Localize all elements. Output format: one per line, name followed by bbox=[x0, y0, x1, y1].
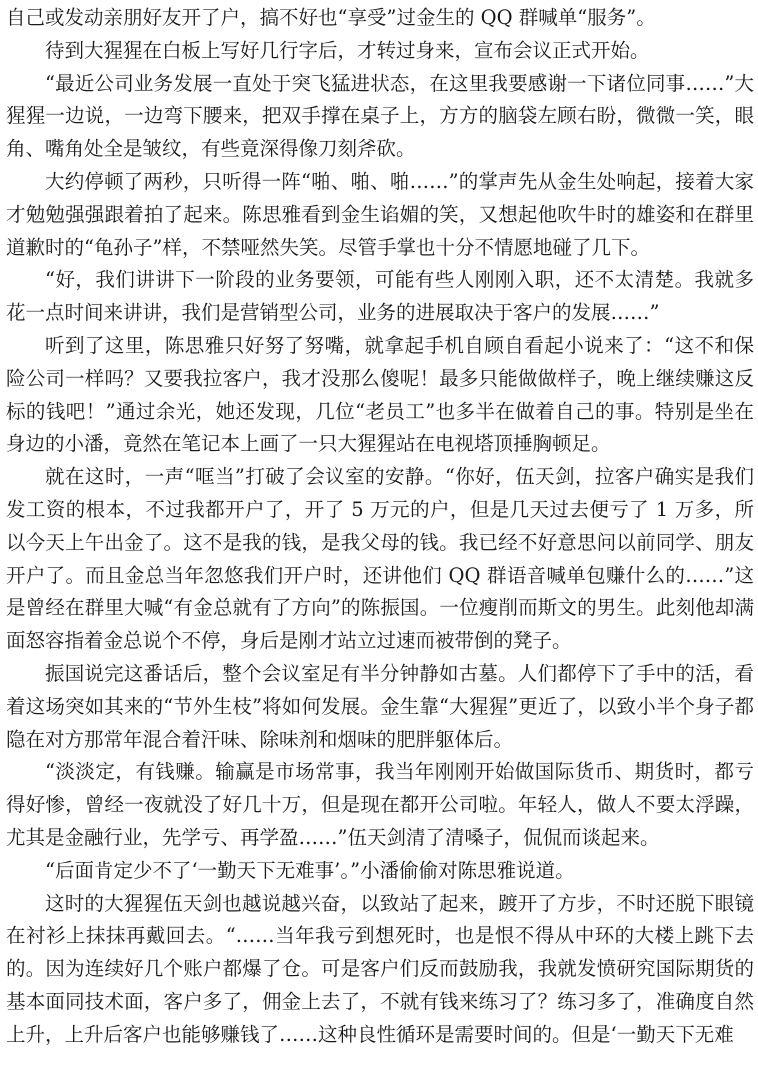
paragraph-3: “最近公司业务发展一直处于突飞猛进状态，在这里我要感谢一下诸位同事……”大猩猩一边说，一边弯下腰来，把双手撑在桌子上，方方的脑袋左顾右盼，微微一笑，眼角、嘴角处全是皱纹，有些竟深得像刀刻斧砍。 bbox=[6, 71, 754, 161]
paragraph-4: 大约停顿了两秒，只听得一阵“啪、啪、啪……”的掌声先从金生处响起，接着大家才勉勉强强跟着拍了起来。陈思雅看到金生谄媚的笑，又想起他吹牛时的雄姿和在群里道歉时的“龟孙子”样，不禁哑然失笑。尽管手掌也十分不情愿地碰了几下。 bbox=[6, 169, 754, 259]
paragraph-5: “好，我们讲讲下一阶段的业务要领，可能有些人刚刚入职，还不太清楚。我就多花一点时间来讲讲，我们是营销型公司，业务的进展取决于客户的发展……” bbox=[6, 268, 754, 325]
paragraph-1: 自己或发动亲朋好友开了户，搞不好也“享受”过金生的 QQ 群喊单“服务”。 bbox=[6, 6, 656, 29]
paragraph-9: “淡淡定，有钱赚。输赢是市场常事，我当年刚刚开始做国际货币、期货时，都亏得好惨，曾经一夜就没了好几十万，但是现在都开公司啦。年轻人，做人不要太浮躁，尤其是金融行业，先学亏、再学盈……”伍天剑清了清嗓子，侃侃而谈起来。 bbox=[6, 760, 754, 849]
paragraph-11: 这时的大猩猩伍天剑也越说越兴奋，以致站了起来，踱开了方步，不时还脱下眼镜在衬衫上抹抹再戴回去。“……当年我亏到想死时，也是恨不得从中环的大楼上跳下去的。因为连续好几个账户都爆了仓。可是客户们反而鼓励我，我就发愤研究国际期货的基本面同技术面，客户多了，佣金上去了，不就有钱来练习了？练习多了，准确度自然上升，上升后客户也能够赚钱了……这种良性循环是需要时间的。但是‘一勤天下无难 bbox=[6, 891, 754, 1046]
paragraph-8: 振国说完这番话后，整个会议室足有半分钟静如古墓。人们都停下了手中的活，看着这场突如其来的“节外生枝”将如何发展。金生靠“大猩猩”更近了，以致小半个身子都隐在对方那常年混合着汗味、除味剂和烟味的肥胖躯体后。 bbox=[6, 661, 754, 751]
paragraph-2: 待到大猩猩在白板上写好几行字后，才转过身来，宣布会议正式开始。 bbox=[45, 38, 650, 62]
paragraph-6: 听到了这里，陈思雅只好努了努嘴，就拿起手机自顾自看起小说来了：“这不和保险公司一样吗？又要我拉客户，我才没那么傻呢！最多只能做做样子，晚上继续赚这反标的钱吧！”通过余光，她还发现，几位“老员工”也多半在做着自己的事。特别是坐在身边的小潘，竟然在笔记本上画了一只大猩猩站在电视塔顶捶胸顿足。 bbox=[6, 333, 754, 456]
paragraph-7: 就在这时，一声“哐当”打破了会议室的安静。“你好，伍天剑，拉客户确实是我们发工资的根本，不过我都开户了，开了 5 万元的户，但是几天过去便亏了 1 万多，所以今天上午出金了。这不是我的钱，是我父母的钱。我已经不好意思问以前同学、朋友开户了。而且金总当年忽悠我们开户时，还讲他们 QQ 群语音喊单包赚什么的……”这是曾经在群里大喊“有金总就有了方向”的陈振国。一位瘦削而斯文的男生。此刻他却满面怒容指着金总说个不停，身后是刚才站立过速而被带倒的凳子。 bbox=[6, 465, 754, 653]
paragraph-10: “后面肯定少不了‘一勤天下无难事’。”小潘偷偷对陈思雅说道。 bbox=[45, 858, 575, 882]
